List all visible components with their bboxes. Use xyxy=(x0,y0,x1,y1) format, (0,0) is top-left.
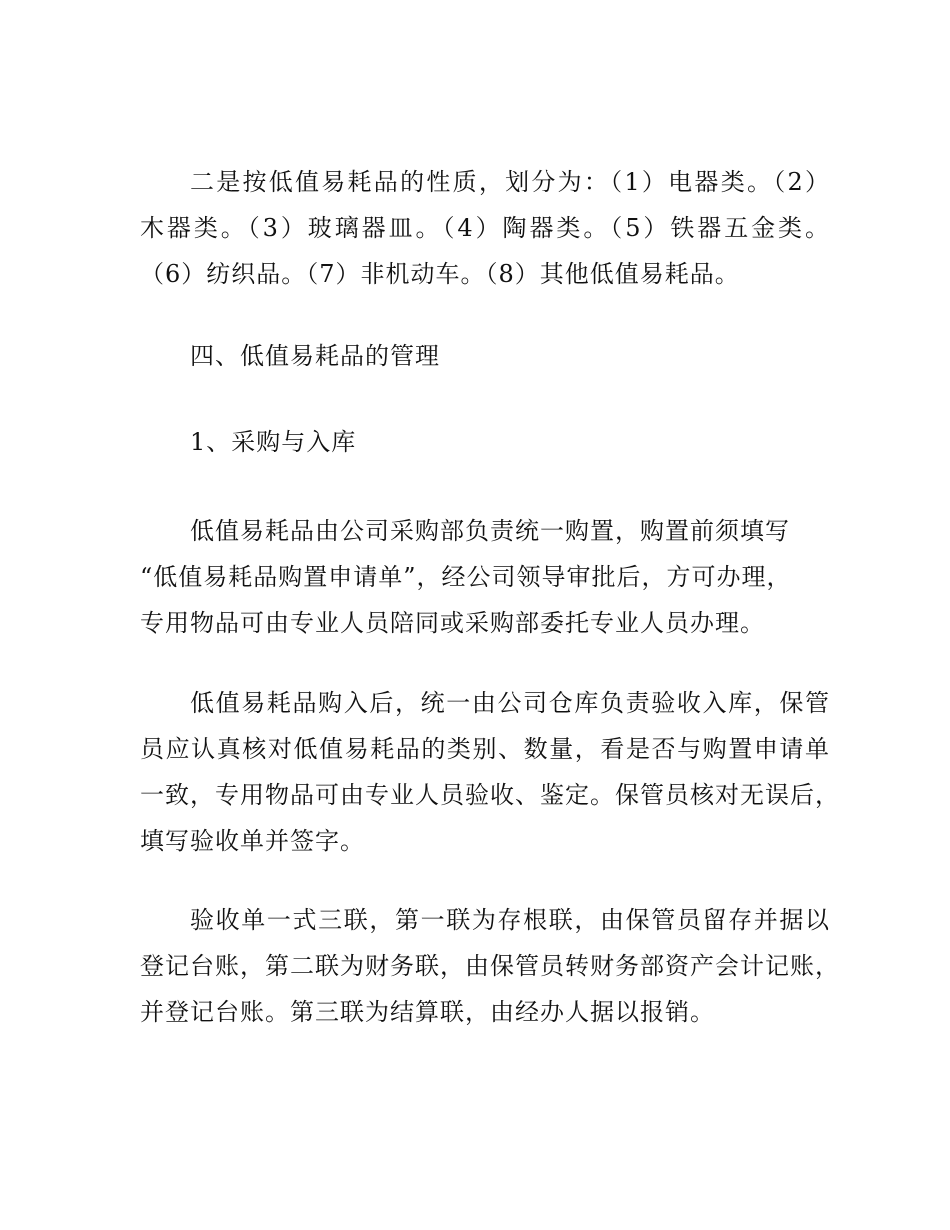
paragraph-nature-classification xyxy=(140,159,830,297)
paragraph-line: 低值易耗品购入后，统一由公司仓库负责验收入库，保管 xyxy=(190,689,830,717)
paragraph-purchase xyxy=(140,508,830,646)
paragraph-line: 木器类。（3）玻璃器皿。（4）陶器类。（5）铁器五金类。 xyxy=(140,214,830,242)
paragraph-line: 低值易耗品由公司采购部负责统一购置，购置前须填写 xyxy=(190,517,790,545)
section-heading-text: 四、低值易耗品的管理 xyxy=(190,342,440,370)
paragraph-acceptance xyxy=(140,680,840,864)
paragraph-receipt xyxy=(140,897,840,1035)
paragraph-line: （6）纺织品。（7）非机动车。（8）其他低值易耗品。 xyxy=(140,260,740,288)
section-heading xyxy=(140,333,830,379)
paragraph-line: 专用物品可由专业人员陪同或采购部委托专业人员办理。 xyxy=(140,609,765,637)
paragraph-line: 登记台账，第二联为财务联，由保管员转财务部资产会计记账， xyxy=(140,952,840,980)
paragraph-line: 验收单一式三联，第一联为存根联，由保管员留存并据以 xyxy=(190,906,830,934)
paragraph-line: 员应认真核对低值易耗品的类别、数量，看是否与购置申请单 xyxy=(140,735,830,763)
subsection-heading xyxy=(140,419,830,465)
paragraph-line: 二是按低值易耗品的性质，划分为：（1）电器类。（2） xyxy=(190,168,830,196)
paragraph-line: “低值易耗品购置申请单”，经公司领导审批后，方可办理， xyxy=(140,563,792,591)
paragraph-line: 填写验收单并签字。 xyxy=(140,827,365,855)
paragraph-line: 一致，专用物品可由专业人员验收、鉴定。保管员核对无误后， xyxy=(140,781,840,809)
paragraph-line: 并登记台账。第三联为结算联，由经办人据以报销。 xyxy=(140,998,715,1026)
subsection-heading-text: 1、采购与入库 xyxy=(190,428,357,456)
